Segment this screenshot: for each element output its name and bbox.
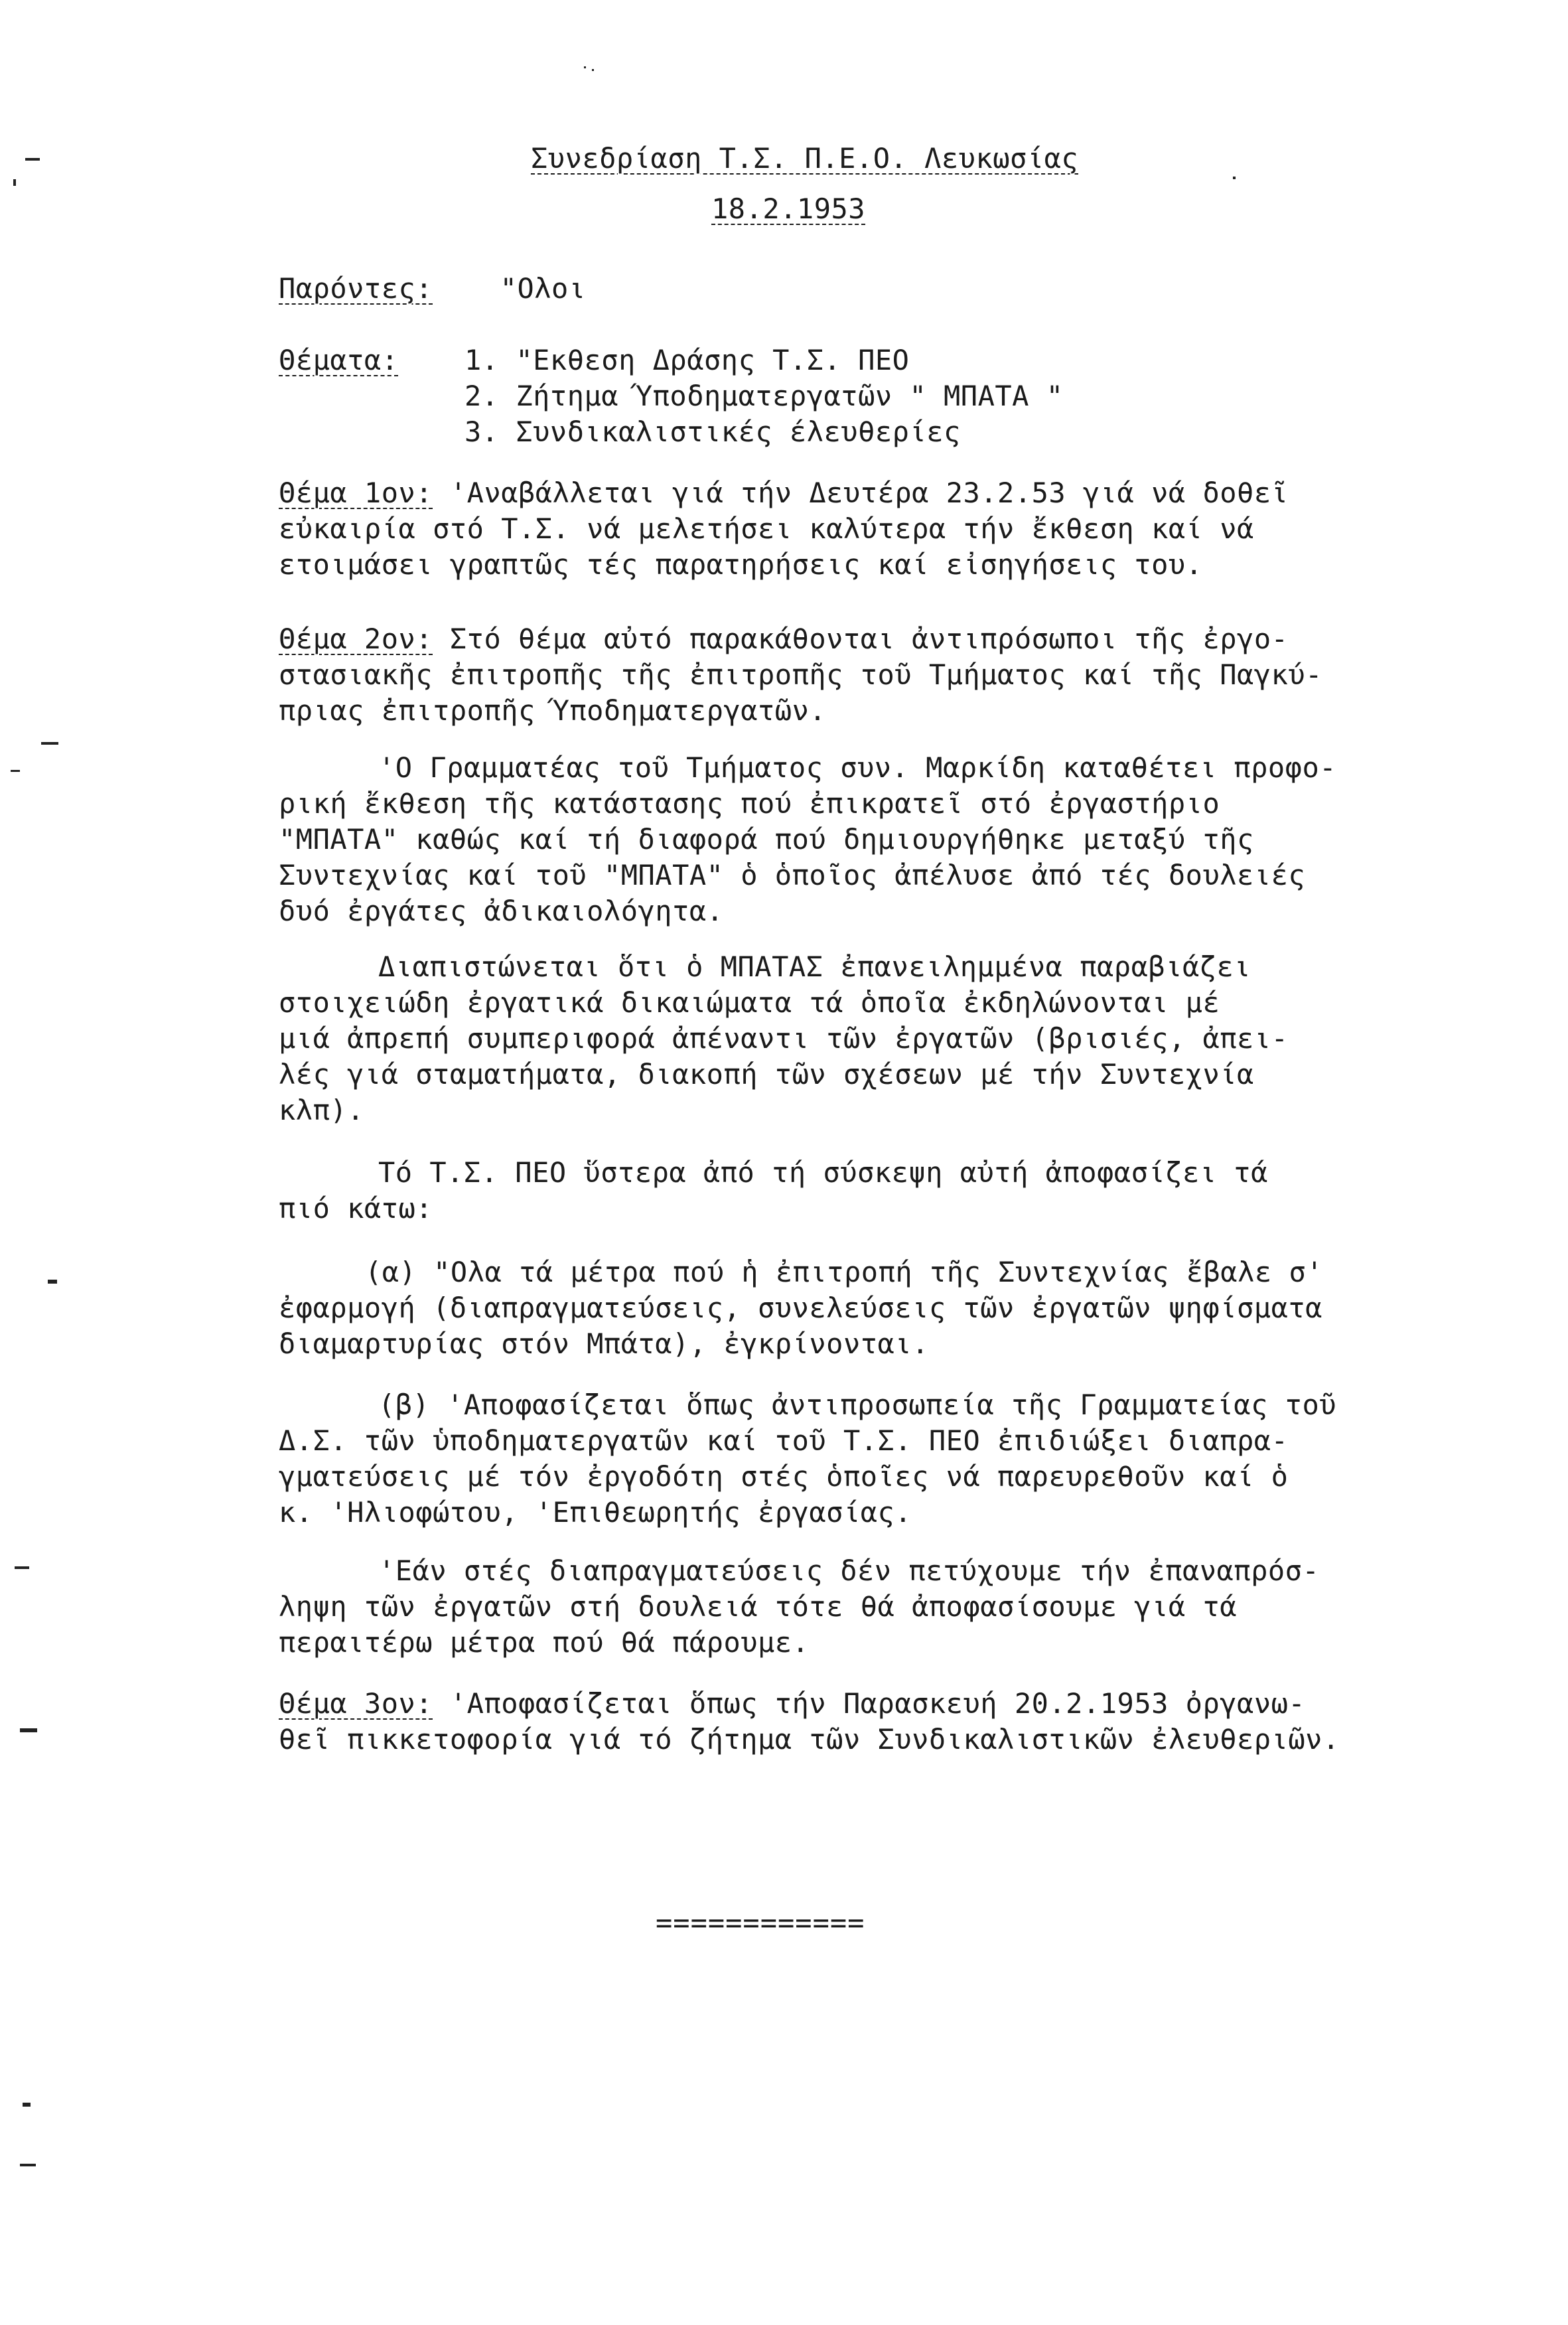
topic3-first-line bbox=[279, 1686, 1340, 1722]
topic3-line-2: θεῖ πικκετοφορία γιά τό ζήτημα τῶν Συνδικαλιστικῶν ἐλευθεριῶν. bbox=[279, 1723, 1340, 1756]
topic3-line-1: 'Αποφασίζεται ὅπως τήν Παρασκευή 20.2.1953 ὀργανω- bbox=[449, 1687, 1306, 1720]
margin-mark bbox=[20, 2164, 36, 2166]
paragraph-line: κλπ). bbox=[279, 1094, 364, 1126]
topic1-line-3: ετοιμάσει γραπτῶς τές παρατηρήσεις καί εἰσηγήσεις του. bbox=[279, 548, 1203, 581]
date-text: 18.2.1953 bbox=[711, 192, 866, 225]
paragraph-line: Δ.Σ. τῶν ὑποδηματεργατῶν καί τοῦ Τ.Σ. ΠΕΟ ἐπιδιώξει διαπρα- bbox=[279, 1424, 1289, 1457]
topic-item-2: 2. Ζήτημα Ύποδηματεργατῶν " ΜΠΑΤΑ " bbox=[464, 380, 1064, 412]
paragraph-line: Συντεχνίας καί τοῦ "ΜΠΑΤΑ" ὁ ὁποῖος ἀπέλυσε ἀπό τές δουλειές bbox=[279, 859, 1306, 891]
paragraph-line: "ΜΠΑΤΑ" καθώς καί τή διαφορά πού δημιουργήθηκε μεταξύ τῆς bbox=[279, 823, 1254, 856]
paragraph-line: 'Ο Γραμματέας τοῦ Τμήματος συν. Μαρκίδη καταθέτει προφο- bbox=[378, 751, 1337, 784]
topic2-line-3: πριας ἐπιτροπῆς Ύποδηματεργατῶν. bbox=[279, 694, 827, 727]
margin-mark bbox=[15, 1566, 29, 1569]
topics-label: Θέματα: bbox=[279, 344, 399, 376]
margin-mark bbox=[584, 66, 586, 68]
margin-mark bbox=[1233, 177, 1236, 179]
paragraph-line: κ. 'Ηλιοφώτου, 'Επιθεωρητής ἐργασίας. bbox=[279, 1496, 912, 1529]
paragraph-line: ἐφαρμογή (διαπραγματεύσεις, συνελεύσεις τῶν ἐργατῶν ψηφίσματα bbox=[279, 1292, 1322, 1324]
present-value: "Ολοι bbox=[500, 272, 586, 305]
margin-mark bbox=[13, 179, 16, 186]
topic1-first-line bbox=[279, 475, 1288, 511]
paragraph-line: περαιτέρω μέτρα πού θά πάρουμε. bbox=[279, 1626, 810, 1659]
paragraph-negotiations bbox=[279, 1553, 1319, 1661]
topic1-line-1: 'Αναβάλλεται γιά τήν Δευτέρα 23.2.53 γιά νά δοθεῖ bbox=[449, 477, 1289, 509]
paragraph-line: 'Εάν στές διαπραγματεύσεις δέν πετύχουμε τήν ἐπαναπρόσ- bbox=[378, 1554, 1320, 1587]
topic1-section bbox=[279, 475, 1288, 583]
margin-mark bbox=[25, 158, 40, 161]
topic2-line-1: Στό θέμα αὐτό παρακάθονται ἀντιπρόσωποι τῆς ἐργο- bbox=[449, 623, 1289, 655]
topics-label-row bbox=[279, 342, 399, 378]
paragraph-line: πιό κάτω: bbox=[279, 1192, 433, 1225]
topic2-label: Θέμα 2ον: bbox=[279, 623, 433, 655]
margin-mark bbox=[41, 742, 58, 745]
paragraph-line: (α) "Ολα τά μέτρα πού ἡ ἐπιτροπή τῆς Συντεχνίας ἔβαλε σ' bbox=[365, 1256, 1324, 1288]
topic2-section bbox=[279, 621, 1322, 729]
document-title bbox=[531, 141, 1078, 177]
present-row bbox=[279, 271, 586, 307]
paragraph-line: διαμαρτυρίας στόν Μπάτα), ἐγκρίνονται. bbox=[279, 1327, 929, 1360]
paragraph-secretary-report bbox=[279, 750, 1336, 929]
paragraph-line: γματεύσεις μέ τόν ἐργοδότη στές ὁποῖες νά παρευρεθοῦν καί ὁ bbox=[279, 1460, 1289, 1493]
paragraph-line: ρική ἔκθεση τῆς κατάστασης πού ἐπικρατεῖ στό ἐργαστήριο bbox=[279, 787, 1220, 820]
paragraph-decision-intro bbox=[279, 1155, 1268, 1227]
title-text: Συνεδρίαση Τ.Σ. Π.Ε.Ο. Λευκωσίας bbox=[531, 142, 1079, 175]
topic-item-3: 3. Συνδικαλιστικές έλευθερίες bbox=[464, 415, 961, 448]
paragraph-decision-a bbox=[279, 1254, 1323, 1362]
paragraph-line: μιά ἀπρεπή συμπεριφορά ἀπέναντι τῶν ἐργατῶν (βρισιές, ἀπει- bbox=[279, 1022, 1289, 1055]
separator-line: ============ bbox=[656, 1906, 865, 1939]
margin-mark bbox=[23, 2103, 31, 2107]
margin-mark bbox=[592, 69, 594, 71]
margin-mark bbox=[48, 1280, 57, 1284]
paragraph-line: δυό ἐργάτες ἀδικαιολόγητα. bbox=[279, 895, 724, 927]
topic3-section bbox=[279, 1686, 1340, 1758]
document-date bbox=[711, 191, 865, 227]
paragraph-line: λές γιά σταματήματα, διακοπή τῶν σχέσεων μέ τήν Συντεχνία bbox=[279, 1058, 1254, 1090]
paragraph-line: στοιχειώδη ἐργατικά δικαιώματα τά ὁποῖα ἐκδηλώνονται μέ bbox=[279, 986, 1220, 1019]
topic2-first-line bbox=[279, 621, 1322, 657]
paragraph-line: ληψη τῶν ἐργατῶν στή δουλειά τότε θά ἀποφασίσουμε γιά τά bbox=[279, 1590, 1238, 1623]
topics-list bbox=[464, 342, 1064, 450]
paragraph-decision-b bbox=[279, 1387, 1336, 1531]
topic-item-1: 1. "Εκθεση Δράσης Τ.Σ. ΠΕΟ bbox=[464, 344, 910, 376]
paragraph-line: Διαπιστώνεται ὅτι ὁ ΜΠΑΤΑΣ ἐπανειλημμένα παραβιάζει bbox=[378, 950, 1251, 983]
topic1-line-2: εὐκαιρία στό Τ.Σ. νά μελετήσει καλύτερα τήν ἔκθεση καί νά bbox=[279, 512, 1254, 545]
margin-mark bbox=[20, 1728, 37, 1732]
topic2-line-2: στασιακῆς ἐπιτροπῆς τῆς ἐπιτροπῆς τοῦ Τμήματος καί τῆς Παγκύ- bbox=[279, 658, 1322, 691]
topic1-label: Θέμα 1ον: bbox=[279, 477, 433, 509]
paragraph-line: Τό Τ.Σ. ΠΕΟ ὕστερα ἀπό τή σύσκεψη αὐτή ἀποφασίζει τά bbox=[378, 1156, 1268, 1189]
present-label: Παρόντες: bbox=[279, 272, 433, 305]
margin-mark bbox=[11, 770, 20, 772]
topic3-label: Θέμα 3ον: bbox=[279, 1687, 433, 1720]
paragraph-line: (β) 'Αποφασίζεται ὅπως ἀντιπροσωπεία τῆς Γραμματείας τοῦ bbox=[378, 1388, 1337, 1421]
paragraph-violations bbox=[279, 949, 1288, 1128]
